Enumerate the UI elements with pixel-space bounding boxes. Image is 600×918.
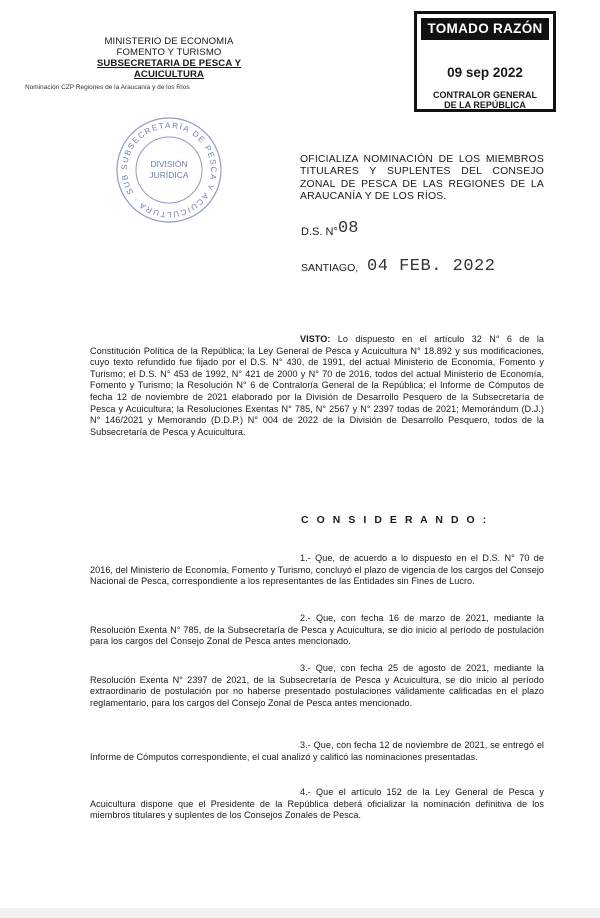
considerando-item-2	[90, 613, 544, 648]
contraloria-stamp	[414, 11, 556, 112]
considerando-item-3-text: 3.- Que, con fecha 25 de agosto de 2021, mediante la Resolución Exenta N° 2397 de 2021, de la Subsecretaría de Pesca y Acuicultura, se dio inicio al período extraordinario de postulación por no haberse presentado postulaciones válidamente calificadas en el plazo reglamentario, para los cargos del Consejo Zonal de Pesca antes mencionado.	[90, 663, 544, 708]
division-juridica-seal	[115, 116, 223, 224]
header-note: Nominación CZP Regiones de la Araucanía y de los Ríos	[25, 84, 190, 91]
stamp-org	[417, 91, 553, 110]
stamp-org-line-1: CONTRALOR GENERAL	[433, 90, 537, 100]
place: SANTIAGO,	[301, 262, 359, 274]
ministry-line-1: MINISTERIO DE ECONOMIA	[104, 36, 234, 47]
considerando-item-2-text: 2.- Que, con fecha 16 de marzo de 2021, mediante la Resolución Exenta N° 785, de la Subsecretaría de Pesca y Acuicultura, se dio inicio al período de postulación para los cargos del Consejo Zonal de Pesca antes mencionado.	[90, 613, 544, 647]
visto-keyword: VISTO:	[300, 334, 331, 344]
stamp-title: TOMADO RAZÓN	[421, 18, 549, 40]
page-bottom-edge	[0, 908, 600, 918]
considerando-heading: C O N S I D E R A N D O :	[301, 515, 489, 526]
visto-paragraph	[90, 334, 544, 438]
considerando-item-3	[90, 663, 544, 709]
considerando-item-1-text: 1.- Que, de acuerdo a lo dispuesto en el D.S. N° 70 de 2016, del Ministerio de Economía, Fomento y Turismo, concluyó el plazo de vigencia de los cargos del Consejo Nacional de Pesca, correspondiente a los representantes de las Entidades sin Fines de Lucro.	[90, 553, 544, 587]
considerando-item-5	[90, 787, 544, 822]
seal-center-line-1: DIVISIÓN	[150, 159, 188, 169]
subsecretaria-line-1: SUBSECRETARIA DE PESCA Y	[96, 58, 242, 69]
considerando-item-4-text: 3.- Que, con fecha 12 de noviembre de 2021, se entregó el Informe de Cómputos correspondiente, el cual analizó y calificó las nominaciones presentadas.	[90, 740, 544, 762]
stamp-date: 09 sep 2022	[447, 65, 523, 80]
seal-ring-text: SUBSECRETARÍA DE PESCA Y ACUICULTURA · SUB	[119, 120, 219, 220]
visto-text: Lo dispuesto en el artículo 32 N° 6 de la Constitución Política de la República; la Ley General de Pesca y Acuicultura N° 18.892 y sus modificaciones, cuyo texto refundido fue fijado por el D.S. N° 430, de 1991, del actual Ministerio de Economía, Fomento y Turismo; el D.S. N° 453 de 1992, N° 421 de 2000 y N° 70 de 2016, todos del actual Ministerio de Economía, Fomento y Turismo; la Resolución N° 6 de Contraloría General de la República; el Informe de Cómputos de fecha 12 de noviembre de 2021 elaborado por la División de Desarrollo Pesquero de la Subsecretaría de Pesca y Acuicultura; la Resoluciones Exentas N° 785, N° 2567 y N° 2397 todas de 2021; Memorándum (D.J.) N° 146/2021 y Memorando (D.D.P.) N° 004 de 2022 de la División de Desarrollo Pesquero, todos de la Subsecretaría de Pesca y Acuicultura.	[90, 334, 545, 437]
ds-label: D.S. N°	[301, 226, 338, 238]
decree-title: OFICIALIZA NOMINACIÓN DE LOS MIEMBROS TITULARES Y SUPLENTES DEL CONSEJO ZONAL DE PESCA DE LAS REGIONES DE LA ARAUCANÍA Y DE LOS RÍOS.	[300, 154, 544, 203]
considerando-item-1	[90, 553, 544, 588]
seal-center-line-2: JURÍDICA	[149, 170, 189, 180]
ds-number: 08	[338, 219, 359, 238]
considerando-item-5-text: 4.- Que el artículo 152 de la Ley General de Pesca y Acuicultura dispone que el Presidente de la República deberá oficializar la nominación definitiva de los miembros titulares y suplentes de los Consejos Zonales de Pesca.	[90, 787, 544, 821]
subsecretaria-line-2: ACUICULTURA	[133, 69, 205, 80]
stamp-org-line-2: DE LA REPÚBLICA	[444, 99, 526, 110]
decree-date: 04 FEB. 2022	[367, 257, 496, 276]
ministry-line-2: FOMENTO Y TURISMO	[116, 47, 222, 58]
considerando-item-4	[90, 740, 544, 763]
